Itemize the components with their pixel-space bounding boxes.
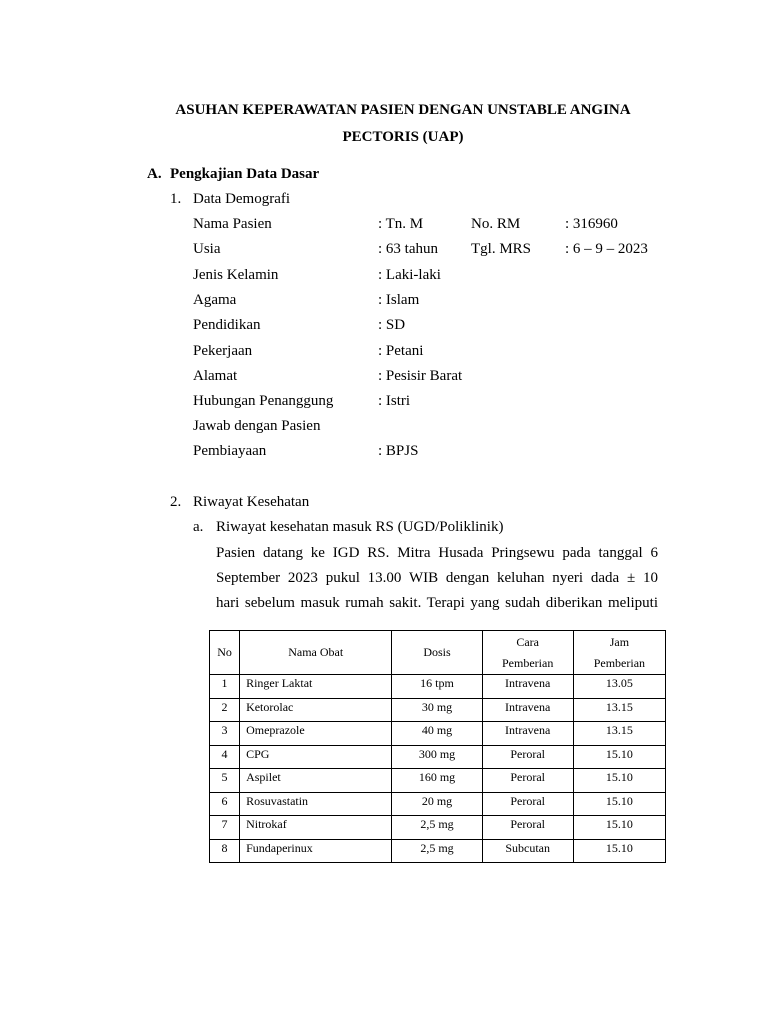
field-value: : Petani <box>378 343 424 359</box>
cell-no: 4 <box>210 745 240 769</box>
header-time-line-1: Jam <box>609 634 630 649</box>
document-title-line-1: ASUHAN KEPERAWATAN PASIEN DENGAN UNSTABLE ANGINA <box>175 102 631 118</box>
sub-a-heading: Riwayat kesehatan masuk RS (UGD/Poliklinik) <box>216 519 504 535</box>
cell-drug-name: Rosuvastatin <box>240 792 392 816</box>
table-row <box>210 675 666 699</box>
field-value: : Pesisir Barat <box>378 368 463 384</box>
cell-time: 15.10 <box>573 816 665 840</box>
field-value: : BPJS <box>378 443 419 459</box>
cell-route: Intravena <box>482 698 573 722</box>
cell-time: 15.10 <box>573 745 665 769</box>
cell-no: 6 <box>210 792 240 816</box>
cell-dose: 20 mg <box>392 792 482 816</box>
cell-dose: 2,5 mg <box>392 816 482 840</box>
field-label: Jawab dengan Pasien <box>193 418 321 434</box>
cell-time: 13.15 <box>573 698 665 722</box>
cell-no: 8 <box>210 839 240 863</box>
item-1-number: 1. <box>170 191 182 207</box>
cell-time: 15.10 <box>573 769 665 793</box>
cell-time: 13.05 <box>573 675 665 699</box>
medication-table <box>209 630 666 863</box>
cell-time: 15.10 <box>573 839 665 863</box>
cell-route: Subcutan <box>482 839 573 863</box>
header-route <box>482 631 573 675</box>
field-label: Alamat <box>193 368 238 384</box>
table-row <box>210 816 666 840</box>
sub-a-letter: a. <box>193 519 204 535</box>
cell-dose: 40 mg <box>392 722 482 746</box>
table-row <box>210 769 666 793</box>
item-1-heading: Data Demografi <box>193 191 291 207</box>
cell-no: 5 <box>210 769 240 793</box>
cell-time: 13.15 <box>573 722 665 746</box>
field-value: : Islam <box>378 292 420 308</box>
cell-dose: 2,5 mg <box>392 839 482 863</box>
cell-drug-name: Nitrokaf <box>240 816 392 840</box>
paragraph-line: hari sebelum masuk rumah sakit. Terapi yang sudah diberikan meliputi <box>216 595 658 611</box>
header-drug-name: Nama Obat <box>240 631 392 675</box>
table-row <box>210 745 666 769</box>
header-route-line-1: Cara <box>516 634 539 649</box>
cell-dose: 160 mg <box>392 769 482 793</box>
item-2-heading: Riwayat Kesehatan <box>193 494 310 510</box>
field-label: Nama Pasien <box>193 216 272 232</box>
field-value: : 63 tahun <box>378 241 438 257</box>
cell-dose: 16 tpm <box>392 675 482 699</box>
cell-route: Intravena <box>482 722 573 746</box>
section-a-label: A. <box>147 166 162 182</box>
field-label: Pendidikan <box>193 317 261 333</box>
cell-route: Peroral <box>482 792 573 816</box>
section-a-heading: Pengkajian Data Dasar <box>170 166 320 182</box>
field-value: : SD <box>378 317 406 333</box>
cell-dose: 30 mg <box>392 698 482 722</box>
cell-route: Intravena <box>482 675 573 699</box>
cell-time: 15.10 <box>573 792 665 816</box>
field-label: Pembiayaan <box>193 443 267 459</box>
field-value: : 316960 <box>565 216 618 232</box>
cell-route: Peroral <box>482 769 573 793</box>
field-label: Jenis Kelamin <box>193 267 279 283</box>
field-value: : Laki-laki <box>378 267 441 283</box>
paragraph-line: Pasien datang ke IGD RS. Mitra Husada Pringsewu pada tanggal 6 <box>216 545 658 561</box>
header-route-line-2: Pemberian <box>502 655 554 670</box>
header-no: No <box>210 631 240 675</box>
table-row <box>210 839 666 863</box>
table-row <box>210 792 666 816</box>
cell-route: Peroral <box>482 816 573 840</box>
cell-dose: 300 mg <box>392 745 482 769</box>
cell-drug-name: Ringer Laktat <box>240 675 392 699</box>
cell-drug-name: Fundaperinux <box>240 839 392 863</box>
header-time-line-2: Pemberian <box>593 655 646 670</box>
field-value: : Tn. M <box>378 216 424 232</box>
cell-drug-name: CPG <box>240 745 392 769</box>
field-label: No. RM <box>471 216 521 232</box>
cell-drug-name: Omeprazole <box>240 722 392 746</box>
cell-drug-name: Ketorolac <box>240 698 392 722</box>
cell-no: 1 <box>210 675 240 699</box>
cell-no: 7 <box>210 816 240 840</box>
field-label: Usia <box>193 241 221 257</box>
item-2-number: 2. <box>170 494 182 510</box>
cell-no: 2 <box>210 698 240 722</box>
field-label: Agama <box>193 292 237 308</box>
field-label: Hubungan Penanggung <box>193 393 334 409</box>
header-dose: Dosis <box>392 631 482 675</box>
table-row <box>210 698 666 722</box>
cell-drug-name: Aspilet <box>240 769 392 793</box>
header-time <box>573 631 665 675</box>
field-label: Tgl. MRS <box>471 241 532 257</box>
paragraph-line: September 2023 pukul 13.00 WIB dengan keluhan nyeri dada ± 10 <box>216 570 658 586</box>
field-label: Pekerjaan <box>193 343 253 359</box>
table-header-row <box>210 631 666 675</box>
document-title-line-2: PECTORIS (UAP) <box>342 129 464 145</box>
field-value: : Istri <box>378 393 411 409</box>
field-value: : 6 – 9 – 2023 <box>565 241 648 257</box>
cell-route: Peroral <box>482 745 573 769</box>
table-row <box>210 722 666 746</box>
cell-no: 3 <box>210 722 240 746</box>
